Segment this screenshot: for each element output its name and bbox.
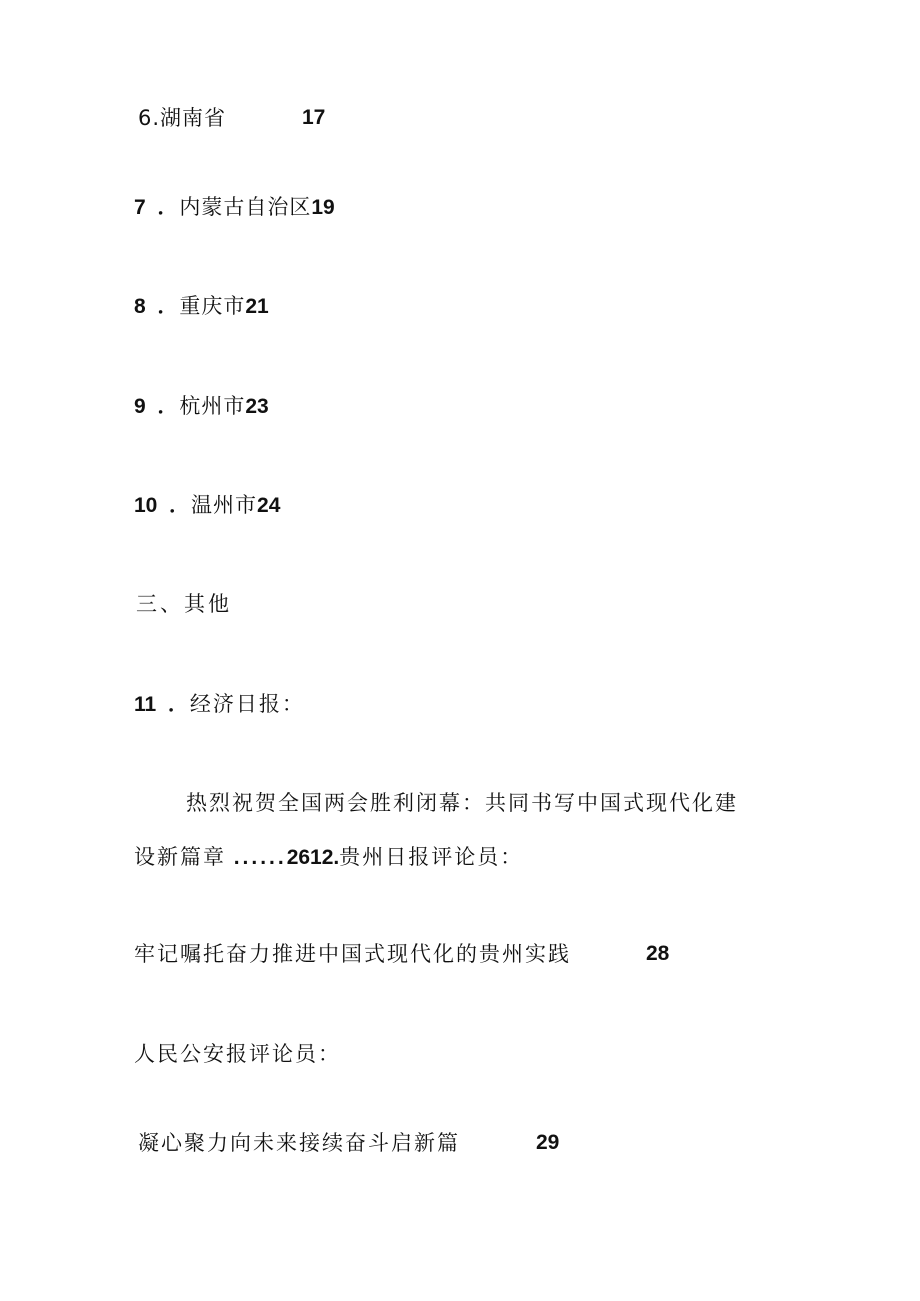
toc-item-8-number: 8 [134,295,146,318]
toc-item-11-separator: ． [167,693,190,716]
toc-item-9-separator: ． [157,395,180,418]
toc-item-10-number: 10 [134,494,158,517]
toc-item-13-title: 凝心聚力向未来接续奋斗启新篇 [138,1131,460,1155]
toc-item-6 [138,104,326,132]
toc-item-12 [134,940,670,968]
toc-item-12-page: 28 [646,942,670,965]
toc-item-11-label: 经济日报： [189,692,305,716]
toc-item-7-label: 内蒙古自治区 [179,195,312,219]
toc-item-13 [138,1129,560,1157]
toc-item-9 [134,392,269,421]
toc-item-8-label: 重庆市 [179,294,246,318]
toc-item-8-separator: ． [157,295,180,318]
toc-item-10-label: 温州市 [191,493,258,517]
toc-item-13-page: 29 [536,1131,560,1154]
toc-item-10-page: 24 [257,494,281,517]
toc-item-9-number: 9 [134,395,146,418]
toc-item-6-label: 6.湖南省 [138,106,227,130]
toc-item-12-title: 牢记嘱托奋力推进中国式现代化的贵州实践 [134,942,571,966]
toc-item-11-number: 11 [134,693,157,716]
toc-item-11-title-line1: 热烈祝贺全国两会胜利闭幕：共同书写中国式现代化建 [186,791,738,815]
toc-item-8-page: 21 [245,295,269,318]
toc-item-11-leader-dots: ...... [233,846,287,869]
toc-item-9-label: 杭州市 [179,394,246,418]
toc-item-8 [134,292,269,321]
toc-item-13-source: 人民公安报评论员： [134,1042,341,1066]
toc-item-10 [134,491,280,520]
section-heading-other: 三、其他 [136,592,232,616]
toc-item-11-title-line2 [134,843,523,872]
toc-item-12-source: 贵州日报评论员： [339,845,524,869]
toc-item-9-page: 23 [245,395,269,418]
toc-item-10-separator: ． [169,494,192,517]
toc-item-11-page-and-12: 2612. [286,846,340,869]
toc-item-7 [134,193,335,222]
toc-item-11-title-line2-text: 设新篇章 [134,845,226,869]
toc-item-6-page: 17 [302,106,326,129]
toc-item-7-number: 7 [134,196,146,219]
toc-item-7-page: 19 [311,196,335,219]
toc-item-11 [134,690,305,719]
toc-item-7-separator: ． [157,196,180,219]
